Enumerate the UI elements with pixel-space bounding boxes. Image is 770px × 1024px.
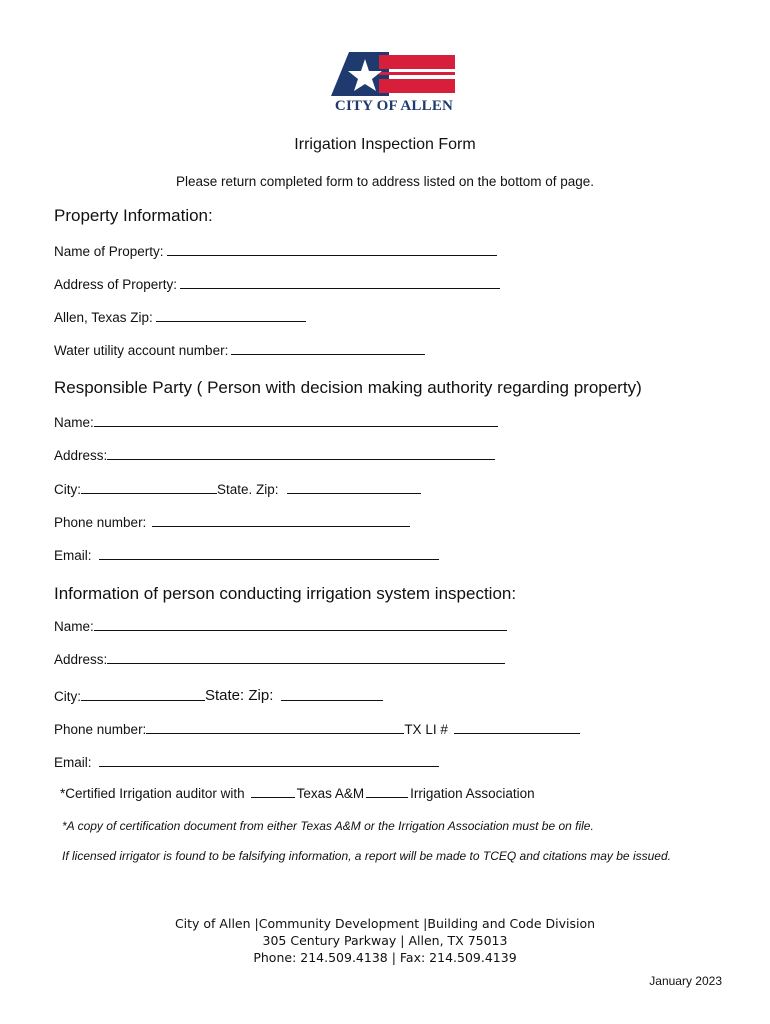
responsible-statezip-label: State. Zip:: [217, 482, 279, 497]
responsible-address-field: [54, 448, 495, 463]
property-heading: Property Information:: [54, 206, 213, 225]
inspector-phone-input[interactable]: [146, 732, 404, 734]
property-address-field: [54, 277, 500, 292]
property-name-field: [54, 244, 497, 259]
cert-irrigation-association-input[interactable]: [366, 796, 408, 798]
inspector-address-input[interactable]: [107, 662, 505, 664]
responsible-city-label: City:: [54, 482, 81, 497]
responsible-phone-label: Phone number:: [54, 515, 147, 530]
falsifying-note: If licensed irrigator is found to be falsifying information, a report will be made to TCEQ and citations may be issued.: [62, 849, 671, 863]
water-account-field: [54, 343, 425, 358]
certification-copy-note: *A copy of certification document from either Texas A&M or the Irrigation Association must be on file.: [62, 819, 594, 833]
water-account-label: Water utility account number:: [54, 343, 229, 358]
responsible-city-input[interactable]: [81, 492, 217, 494]
responsible-name-field: [54, 415, 498, 430]
property-address-label: Address of Property:: [54, 277, 178, 292]
inspector-heading: Information of person conducting irrigation system inspection:: [54, 584, 517, 603]
revision-date: January 2023: [649, 974, 722, 988]
inspector-name-input[interactable]: [94, 629, 507, 631]
footer-line-2: 305 Century Parkway | Allen, TX 75013: [262, 933, 508, 948]
property-zip-field: [54, 310, 306, 325]
property-name-input[interactable]: [167, 254, 497, 256]
cert-irrigation-association-label: Irrigation Association: [410, 786, 535, 801]
inspector-address-label: Address:: [54, 652, 108, 667]
responsible-phone-field: [54, 515, 410, 530]
responsible-email-label: Email:: [54, 548, 92, 563]
responsible-name-input[interactable]: [94, 425, 498, 427]
cert-texas-am-input[interactable]: [251, 796, 295, 798]
form-title: Irrigation Inspection Form: [294, 136, 476, 153]
inspector-email-label: Email:: [54, 755, 92, 770]
logo-text: CITY OF ALLEN: [334, 98, 454, 114]
responsible-city-field: [54, 482, 421, 497]
inspector-txli-input[interactable]: [454, 732, 580, 734]
water-account-input[interactable]: [231, 353, 425, 355]
footer-line-3: Phone: 214.509.4138 | Fax: 214.509.4139: [253, 950, 517, 965]
cert-texas-am-label: Texas A&M: [296, 786, 365, 801]
property-zip-input[interactable]: [156, 320, 306, 322]
responsible-address-input[interactable]: [107, 458, 495, 460]
property-address-input[interactable]: [180, 287, 500, 289]
inspector-email-field: [54, 755, 439, 770]
inspector-name-field: [54, 619, 507, 634]
responsible-phone-input[interactable]: [152, 525, 410, 527]
inspector-phone-label: Phone number:: [54, 722, 147, 737]
inspector-name-label: Name:: [54, 619, 94, 634]
responsible-email-field: [54, 548, 439, 563]
responsible-email-input[interactable]: [99, 558, 439, 560]
property-zip-label: Allen, Texas Zip:: [54, 310, 153, 325]
responsible-name-label: Name:: [54, 415, 94, 430]
certification-field: [60, 786, 535, 801]
property-name-label: Name of Property:: [54, 244, 164, 259]
inspector-txli-label: TX LI #: [404, 722, 448, 737]
inspector-address-field: [54, 652, 505, 667]
form-subtitle: Please return completed form to address listed on the bottom of page.: [176, 174, 594, 189]
responsible-address-label: Address:: [54, 448, 108, 463]
inspector-statezip-input[interactable]: [281, 699, 383, 701]
inspector-city-input[interactable]: [81, 699, 205, 701]
inspector-phone-field: [54, 722, 580, 737]
inspector-email-input[interactable]: [99, 765, 439, 767]
inspector-city-field: [54, 687, 383, 704]
responsible-heading: Responsible Party ( Person with decision making authority regarding property): [54, 378, 642, 397]
cert-prefix: *Certified Irrigation auditor with: [60, 786, 245, 801]
responsible-statezip-input[interactable]: [287, 492, 421, 494]
footer-line-1: City of Allen |Community Development |Building and Code Division: [174, 916, 596, 931]
inspector-statezip-label: State: Zip:: [205, 687, 274, 704]
inspector-city-label: City:: [54, 689, 81, 704]
